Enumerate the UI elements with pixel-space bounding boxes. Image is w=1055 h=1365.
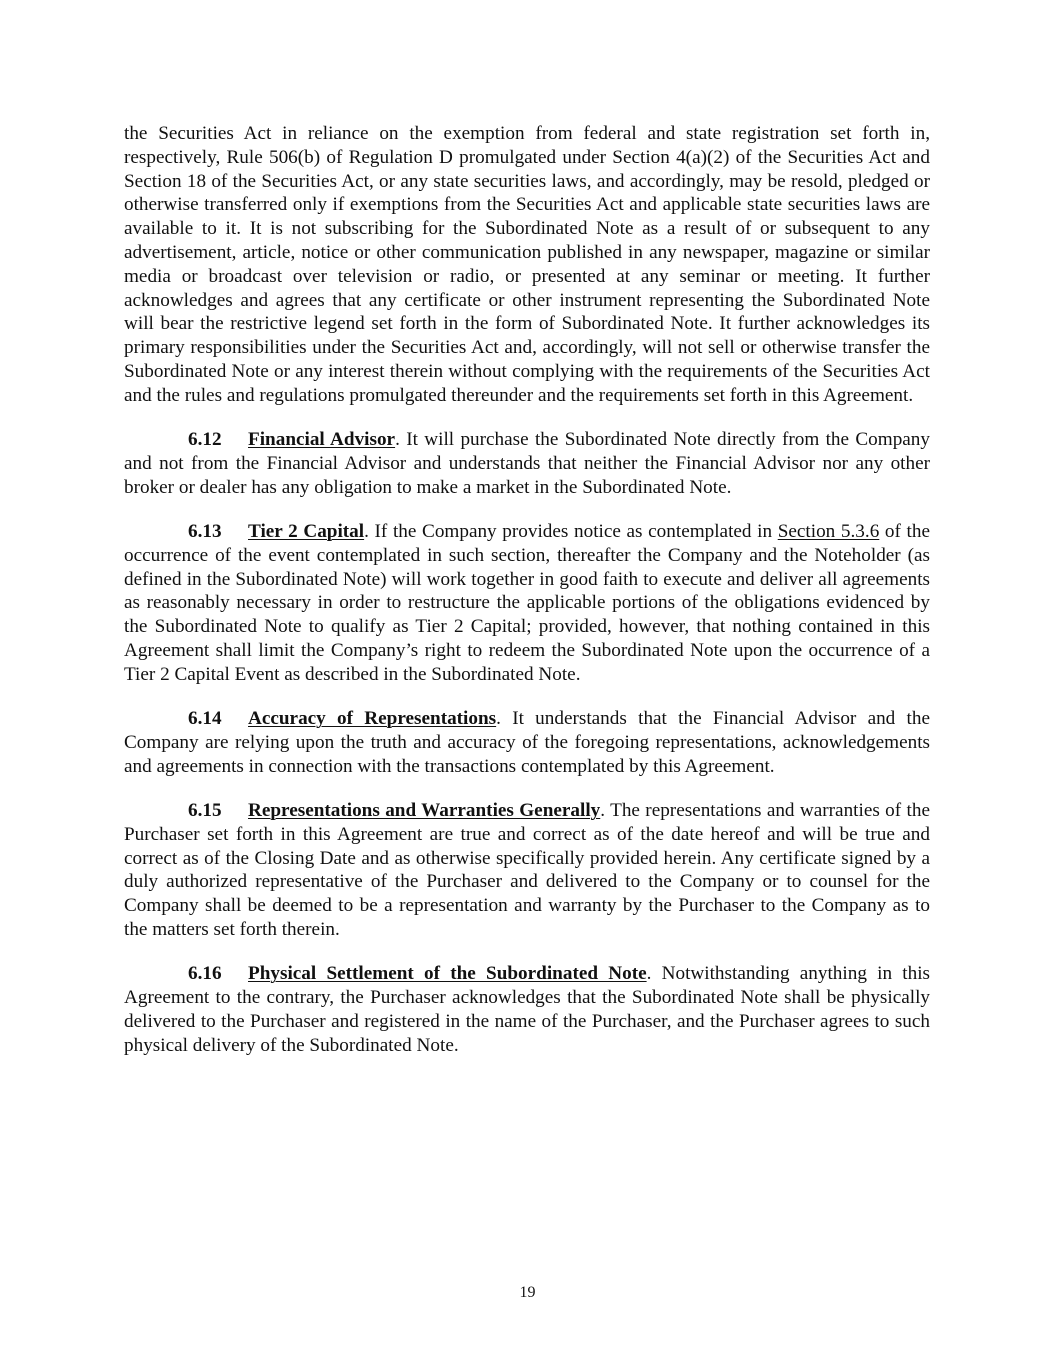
section-body: It will purchase the Subordinated Note directly from the Company and not from the Financial Advisor and understands that neither the Financial Advisor nor any other broker or dealer has any obligation to make a market in the Subordinated Note. [124,429,930,498]
section-body: The representations and warranties of the Purchaser set forth in this Agreement are true and correct as of the date hereof and will be true and correct as of the Closing Date and as otherwise specifically provided herein. Any certificate signed by a duly authorized representative of the Purchaser and delivered to the Company or to counsel for the Company shall be deemed to be a representation and warranty by the Purchaser to the Company as to the matters set forth therein. [124,799,930,940]
section-title: Representations and Warranties Generally [248,799,601,821]
section-body-continued: of the occurrence of the event contemplated in such section, thereafter the Company and the Noteholder (as defined in the Subordinated Note) will work together in good faith to execute and deliver all agreements as reasonably necessary in order to restructure the applicable portions of the obligations evidenced by the Subordinated Note to qualify as Tier 2 Capital; provided, however, that nothing contained in this Agreement shall limit the Company’s right to redeem the Subordinated Note upon the occurrence of a Tier 2 Capital Event as described in the Subordinated Note. [124,520,930,685]
section-6-15 [124,799,930,942]
section-6-13 [124,520,930,687]
page-number: 19 [519,1284,536,1301]
section-number: 6.15 [188,799,222,821]
section-cross-reference: Section 5.3.6 [777,520,880,542]
document-page [124,122,930,1078]
section-title: Physical Settlement of the Subordinated Note [248,963,647,985]
section-title: Tier 2 Capital [248,520,365,542]
section-number: 6.14 [188,708,222,730]
section-6-14 [124,707,930,778]
section-title: Accuracy of Representations [248,708,497,730]
section-title-suffix: . [364,520,369,542]
section-number: 6.16 [188,963,222,985]
section-number: 6.13 [188,520,222,542]
section-title-suffix: . [646,963,652,985]
section-title-suffix: . [600,799,606,821]
section-title-suffix: . [395,429,400,451]
section-6-12 [124,428,930,499]
section-body: It understands that the Financial Advisor and the Company are relying upon the truth and accuracy of the foregoing representations, acknowledgements and agreements in connection with the transactions contemplated by this Agreement. [124,708,930,777]
continuation-paragraph: the Securities Act in reliance on the exemption from federal and state registration set forth in, respectively, Rule 506(b) of Regulation D promulgated under Section 4(a)(2) of the Securities Act and Section 18 of the Securities Act, or any state securities laws, and accordingly, may be resold, pledged or otherwise transferred only if exemptions from the Securities Act and applicable state securities laws are available to it. It is not subscribing for the Subordinated Note as a result of or subsequent to any advertisement, article, notice or other communication published in any newspaper, magazine or similar media or broadcast over television or radio, or presented at any seminar or meeting. It further acknowledges and agrees that any certificate or other instrument representing the Subordinated Note will bear the restrictive legend set forth in the form of Subordinated Note. It further acknowledges its primary responsibilities under the Securities Act and, accordingly, will not sell or otherwise transfer the Subordinated Note or any interest therein without complying with the requirements of the Securities Act and the rules and regulations promulgated thereunder and the requirements set forth in this Agreement. [124,123,930,406]
section-title: Financial Advisor [248,429,396,451]
section-6-16 [124,962,930,1057]
section-number: 6.12 [188,429,222,451]
section-body: If the Company provides notice as contemplated in [368,520,778,542]
section-title-suffix: . [496,708,501,730]
section-body: Notwithstanding anything in this Agreement to the contrary, the Purchaser acknowledges that the Subordinated Note shall be physically delivered to the Purchaser and registered in the name of the Purchaser, and the Purchaser agrees to such physical delivery of the Subordinated Note. [124,963,931,1056]
